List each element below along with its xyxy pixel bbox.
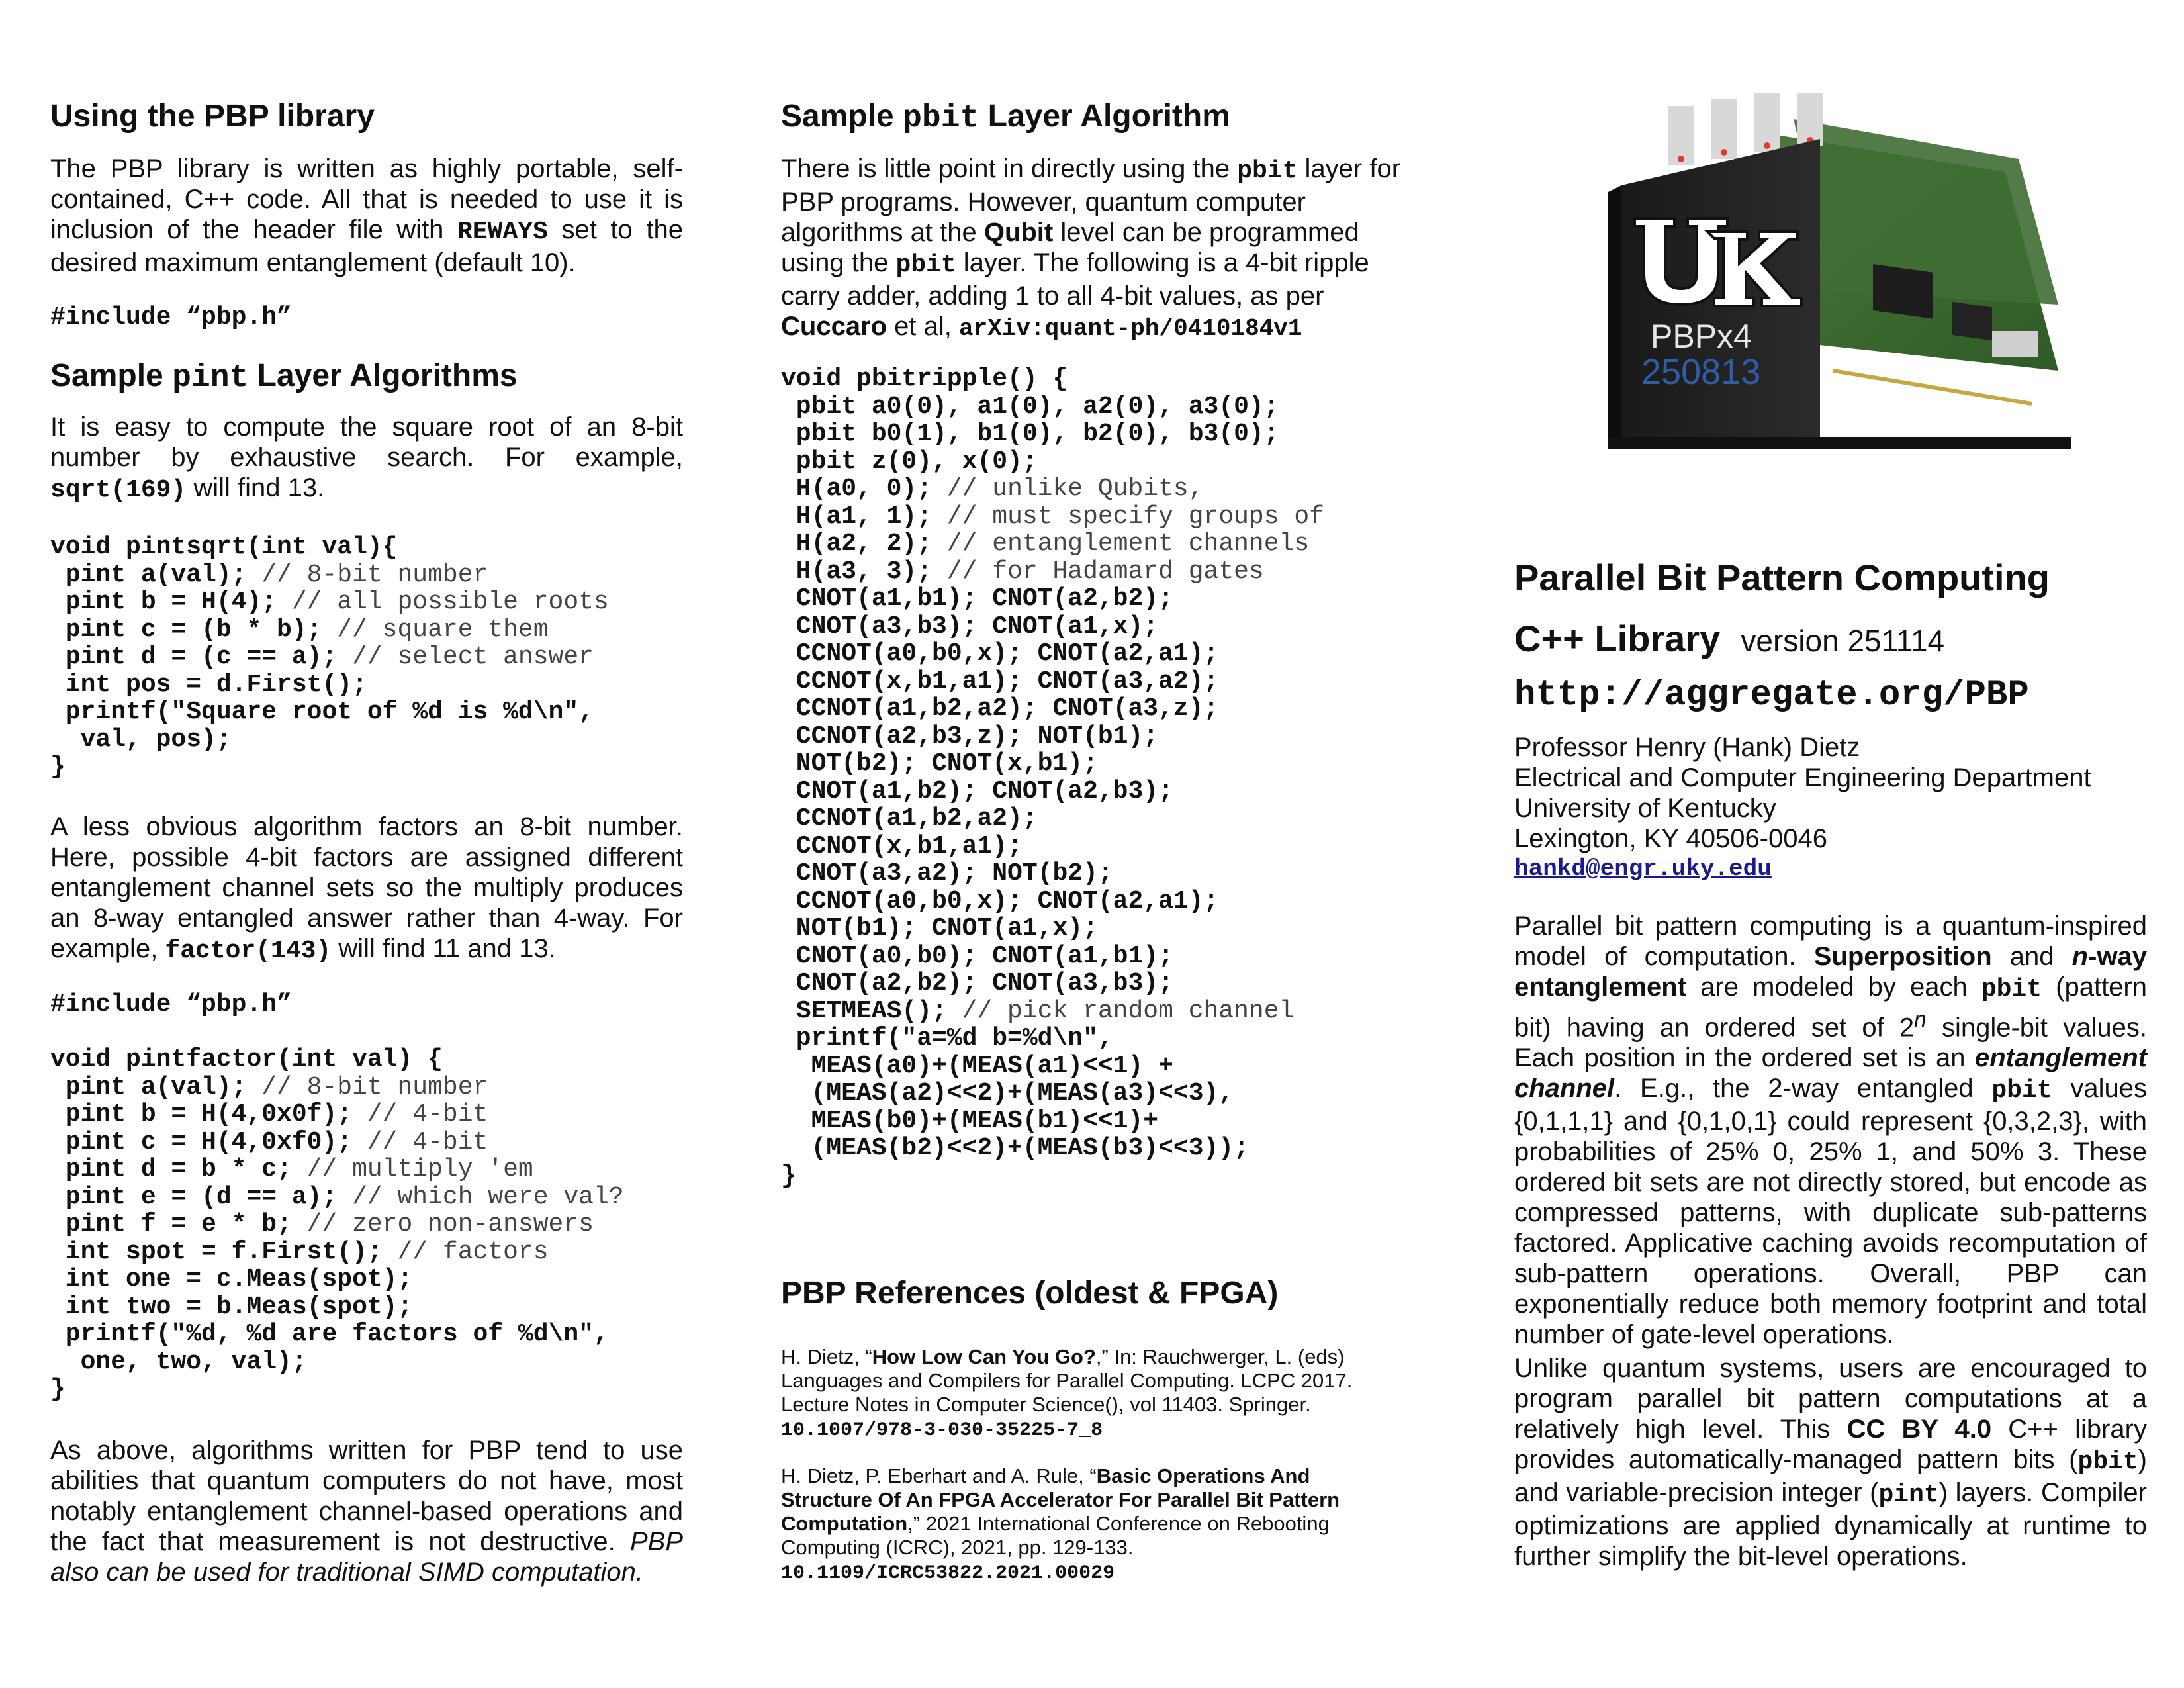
code-text: printf("a=%d b=%d\n", — [781, 1024, 1113, 1053]
code-text: NOT(b1); CNOT(a1,x); — [781, 914, 1098, 943]
code-text: int one = c.Meas(spot); — [50, 1265, 413, 1293]
text: H. Dietz, “ — [781, 1345, 872, 1368]
text: set to the desired maximum entanglement (default 10). — [50, 215, 684, 277]
code-comment: // multiply 'em — [291, 1155, 533, 1184]
inline-code: REWAYS — [457, 218, 548, 246]
code-line — [781, 365, 1324, 393]
code-line — [781, 558, 1324, 586]
code-line — [781, 805, 1324, 833]
title-library — [1514, 617, 1944, 660]
department: Electrical and Computer Engineering Department — [1514, 763, 2091, 792]
code-block-sqrt — [50, 534, 609, 781]
text: Layer Algorithms — [248, 358, 518, 393]
code-line — [50, 1046, 624, 1074]
paragraph-overview — [1514, 911, 2147, 1350]
code-line — [50, 1348, 624, 1376]
code-text: H(a0, 0); — [781, 475, 933, 503]
inline-code: pbit — [895, 251, 956, 279]
include-directive: #include “pbp.h” — [50, 303, 292, 332]
code-text: (MEAS(b2)<<2)+(MEAS(b3)<<3)); — [781, 1134, 1249, 1162]
code-line — [781, 420, 1324, 448]
text: ,” In: Rauchwerger, L. (eds) Languages and Compilers for Parallel Computing. LCPC 2017. Lecture Notes in Computer Science(), vol 11403. Springer. — [781, 1345, 1353, 1416]
email-link[interactable]: hankd@engr.uky.edu — [1514, 855, 1772, 882]
heading-references: PBP References (oldest & FPGA) — [781, 1276, 1279, 1311]
inline-code: pint — [1878, 1481, 1939, 1509]
text: Sample — [50, 358, 173, 393]
text: A less obvious algorithm factors an 8-bit number. Here, possible 4-bit factors are assigned different entanglement channel sets so the multiply produces an 8-way entangled answer rather than 4-way. For example, — [50, 812, 683, 963]
heading-pint-algorithms — [50, 357, 518, 397]
text: will find 13. — [186, 473, 325, 502]
paragraph-factor — [50, 812, 683, 966]
code-line — [50, 698, 609, 726]
bold-text: Superposition — [1813, 942, 1992, 971]
code-comment: // 8-bit number — [246, 560, 488, 589]
code-comment: // entanglement channels — [932, 530, 1310, 558]
code-comment: // unlike Qubits, — [932, 475, 1204, 503]
code-line — [50, 643, 609, 671]
university: University of Kentucky — [1514, 794, 1776, 823]
paragraph-usage — [1514, 1353, 2147, 1571]
code-text: pbit a0(0), a1(0), a2(0), a3(0); — [781, 392, 1279, 421]
code-text: CCNOT(a1,b2,a2); CNOT(a3,z); — [781, 694, 1219, 723]
code-comment: // zero non-answers — [291, 1210, 594, 1239]
code-text: CNOT(a3,b3); CNOT(a1,x); — [781, 612, 1159, 641]
code-text: CNOT(a1,b1); CNOT(a2,b2); — [781, 585, 1173, 613]
code-line — [50, 1101, 624, 1129]
text: Parallel bit pattern computing is a quantum-inspired model of computation. — [1514, 912, 2147, 971]
code-line — [781, 1025, 1324, 1053]
code-comment: // which were val? — [337, 1182, 624, 1211]
code-line — [781, 668, 1324, 696]
code-line — [781, 833, 1324, 861]
code-text: H(a2, 2); — [781, 530, 933, 558]
text: values {0,1,1,1} and {0,1,0,1} could represent {0,3,2,3}, with probabilities of 25% 0, 25% 1, and 50% 3. These ordered bit sets are not directly stored, but encode as compressed patterns, with duplicate sub-patterns factored. Applicative caching avoids recomputation of sub-pattern operations. Overall, PBP can exponentially reduce both memory footprint and total number of gate-level operations. — [1514, 1074, 2147, 1350]
code-line — [781, 723, 1324, 751]
code-text: pint a(val); — [50, 1072, 247, 1102]
code-line — [50, 1321, 624, 1348]
code-text: val, pos); — [50, 725, 232, 754]
inline-code: sqrt(169) — [50, 476, 187, 504]
code-line — [781, 915, 1324, 943]
code-text: pint d = b * c; — [50, 1155, 292, 1184]
text: As above, algorithms written for PBP tend to use abilities that quantum computers do not have, most notably entanglement channel-based operations and the fact that measurement is not destructive. — [50, 1436, 683, 1556]
title-main: Parallel Bit Pattern Computing — [1514, 557, 2050, 598]
text: Unlike quantum systems, users are encouraged to program parallel bit pattern computations at a relatively high level. This — [1514, 1354, 2147, 1444]
code-line — [781, 1080, 1324, 1107]
code-text: pint b = H(4,0x0f); — [50, 1100, 353, 1129]
code-text: pbit b0(1), b1(0), b2(0), b3(0); — [781, 420, 1279, 448]
code-text: } — [781, 1161, 796, 1190]
bold-text: Cuccaro — [781, 312, 887, 341]
code-line — [50, 1376, 624, 1403]
code-text: printf("Square root of %d is %d\n", — [50, 698, 594, 726]
code-text: int pos = d.First(); — [50, 670, 367, 699]
text: et al, — [887, 312, 960, 341]
code-comment: // 4-bit — [352, 1100, 488, 1129]
paragraph-pbit — [781, 154, 1423, 344]
code-line — [781, 778, 1324, 806]
inline-code: pbit — [2077, 1448, 2138, 1476]
italic-text: PBP also can be used for traditional SIMD computation. — [50, 1527, 683, 1587]
text: single-bit values. Each position in the ordered set is an — [1514, 1013, 2147, 1073]
text: C++ Library — [1514, 618, 1721, 659]
code-line — [781, 530, 1324, 558]
code-text: printf("%d, %d are factors of %d\n", — [50, 1320, 609, 1348]
code-line — [781, 640, 1324, 668]
code-text: CNOT(a3,a2); NOT(b2); — [781, 859, 1113, 888]
doi: 10.1109/ICRC53822.2021.00029 — [781, 1562, 1115, 1585]
bold-text: CC BY 4.0 — [1846, 1415, 1992, 1444]
include-directive: #include “pbp.h” — [50, 990, 292, 1019]
text: Layer Algorithm — [979, 99, 1230, 134]
text: The PBP library is written as highly portable, self-contained, C++ code. All that is needed to use it is inclusion of the header file with — [50, 154, 683, 244]
reference-2 — [781, 1464, 1377, 1585]
version-label: version 251114 — [1741, 624, 1945, 658]
text: ) and variable-precision integer ( — [1514, 1445, 2147, 1507]
inline-code: pbit — [1991, 1076, 2052, 1105]
author-block — [1514, 732, 2091, 884]
city-address: Lexington, KY 40506-0046 — [1514, 824, 1827, 853]
code-line — [50, 726, 609, 754]
text: will find 11 and 13. — [331, 934, 556, 963]
device-base — [1608, 437, 2071, 449]
code-text: (MEAS(a2)<<2)+(MEAS(a3)<<3), — [781, 1079, 1234, 1107]
heading-using-library: Using the PBP library — [50, 99, 375, 134]
code-text: CCNOT(x,b1,a1); — [781, 831, 1023, 861]
code-text: SETMEAS(); — [781, 996, 947, 1025]
code-line — [50, 1211, 624, 1239]
text: C++ library provides automatically-managed pattern bits ( — [1514, 1415, 2147, 1474]
bold-text: -way entanglement — [1514, 942, 2148, 1002]
code-line — [50, 1129, 624, 1156]
code-line — [781, 613, 1324, 641]
code-text: pint f = e * b; — [50, 1210, 292, 1239]
code-text: pint c = H(4,0xf0); — [50, 1127, 353, 1156]
code-text: CCNOT(a0,b0,x); CNOT(a2,a1); — [781, 639, 1219, 668]
code-comment: // square them — [322, 615, 549, 644]
code-line — [781, 998, 1324, 1025]
code-line — [781, 1162, 1324, 1190]
code-text: H(a3, 3); — [781, 557, 933, 586]
code-text: CCNOT(a2,b3,z); NOT(b1); — [781, 722, 1159, 751]
code-line — [781, 1053, 1324, 1080]
code-line — [50, 588, 609, 616]
bold-text: Qubit — [983, 218, 1054, 247]
code-text: CNOT(a0,b0); CNOT(a1,b1); — [781, 941, 1173, 970]
code-text: pint d = (c == a); — [50, 643, 338, 671]
code-line — [50, 1184, 624, 1211]
author-name: Professor Henry (Hank) Dietz — [1514, 733, 1860, 762]
code-text: void pbitripple() { — [781, 365, 1068, 393]
code-text: } — [50, 753, 66, 781]
code-line — [50, 1293, 624, 1321]
code-line — [781, 585, 1324, 613]
code-text: CCNOT(a1,b2,a2); — [781, 804, 1038, 833]
code-line — [50, 1156, 624, 1184]
code-line — [781, 943, 1324, 970]
code-line — [781, 888, 1324, 915]
paragraph-sqrt — [50, 412, 683, 506]
code-text: pint e = (d == a); — [50, 1182, 338, 1211]
code-text: MEAS(b0)+(MEAS(b1)<<1)+ — [781, 1106, 1159, 1135]
text: ) layers. Compiler optimizations are applied dynamically at runtime to further simplify the bit-level operations. — [1514, 1478, 2147, 1571]
code-line — [50, 561, 609, 589]
device-serial: 250813 — [1641, 352, 1761, 392]
text: Sample — [781, 99, 903, 134]
code-comment: // pick random channel — [946, 996, 1295, 1025]
code-line — [781, 448, 1324, 476]
text: There is little point in directly using the — [781, 154, 1238, 183]
doi: 10.1007/978-3-030-35225-7_8 — [781, 1419, 1103, 1442]
code-block-factor — [50, 1046, 624, 1403]
code-comment: // for Hadamard gates — [932, 557, 1264, 586]
code-text: CNOT(a2,b2); CNOT(a3,b3); — [781, 969, 1173, 998]
code-text: pbit z(0), x(0); — [781, 447, 1038, 476]
text: It is easy to compute the square root of an 8-bit number by exhaustive search. For example, — [50, 412, 683, 472]
code-line — [50, 1266, 624, 1293]
code-text: CCNOT(x,b1,a1); CNOT(a3,a2); — [781, 667, 1219, 696]
paragraph-above — [50, 1435, 683, 1587]
code-comment: // must specify groups of — [932, 502, 1324, 531]
code-line — [50, 671, 609, 699]
heading-pbit-algorithm — [781, 98, 1230, 137]
code-text: CCNOT(a0,b0,x); CNOT(a2,a1); — [781, 886, 1219, 915]
reference-title: Basic Operations And Structure Of An FPGA Accelerator For Parallel Bit Pattern Computation — [781, 1464, 1340, 1535]
code-comment: // all possible roots — [277, 588, 609, 616]
text: ,” 2021 International Conference on Rebooting Computing (ICRC), 2021, pp. 129-133. — [781, 1512, 1330, 1559]
code-line — [781, 1135, 1324, 1162]
inline-code: pbit — [903, 101, 979, 136]
text: . E.g., the 2-way entangled — [1614, 1074, 1992, 1103]
code-text: H(a1, 1); — [781, 502, 933, 531]
bold-italic-text: entanglement channel — [1514, 1043, 2147, 1103]
code-line — [781, 750, 1324, 778]
code-line — [50, 1074, 624, 1102]
code-text: pint c = (b * b); — [50, 615, 322, 644]
code-text: NOT(b2); CNOT(x,b1); — [781, 749, 1098, 778]
code-line — [781, 475, 1324, 503]
code-comment: // select answer — [337, 643, 594, 671]
code-comment: // 8-bit number — [246, 1072, 488, 1102]
pbp-device-photo — [1595, 93, 2071, 463]
superscript: n — [1914, 1008, 1927, 1032]
text: level can be programmed using the — [781, 218, 1359, 277]
code-text: } — [50, 1375, 66, 1403]
code-line — [50, 534, 609, 561]
paragraph-using-library — [50, 154, 683, 278]
arxiv-id: arXiv:quant-ph/0410184v1 — [959, 315, 1302, 342]
text: layer. The following is a 4-bit ripple carry adder, adding 1 to all 4-bit values, as per — [781, 248, 1369, 310]
code-text: one, two, val); — [50, 1347, 307, 1376]
text: layer for PBP programs. However, quantum computer algorithms at the — [781, 154, 1401, 247]
code-text: MEAS(a0)+(MEAS(a1)<<1) + — [781, 1051, 1173, 1080]
code-text: void pintfactor(int val) { — [50, 1045, 443, 1074]
reference-1 — [781, 1345, 1377, 1442]
code-line — [781, 393, 1324, 421]
code-line — [781, 970, 1324, 998]
code-line — [50, 753, 609, 781]
text: are modeled by each — [1686, 972, 1981, 1002]
code-text: int two = b.Meas(spot); — [50, 1292, 413, 1321]
code-line — [781, 860, 1324, 888]
inline-code: factor(143) — [165, 937, 332, 965]
code-block-ripple — [781, 365, 1324, 1190]
code-text: pint b = H(4); — [50, 588, 277, 616]
text: and — [1991, 942, 2072, 971]
reference-title: How Low Can You Go? — [872, 1345, 1096, 1368]
code-comment: // 4-bit — [352, 1127, 488, 1156]
inline-code: pint — [172, 360, 249, 396]
code-text: pint a(val); — [50, 560, 247, 589]
code-line — [50, 1239, 624, 1266]
text: (pattern bit) having an ordered set of 2 — [1514, 972, 2147, 1043]
inline-code: pbit — [1237, 157, 1298, 185]
code-text: int spot = f.First(); — [50, 1237, 383, 1266]
code-line — [781, 503, 1324, 531]
project-url[interactable]: http://aggregate.org/PBP — [1514, 675, 2029, 716]
code-text: void pintsqrt(int val){ — [50, 533, 398, 561]
inline-code: pbit — [1981, 975, 2042, 1004]
code-line — [781, 1107, 1324, 1135]
code-comment: // factors — [382, 1237, 549, 1266]
code-line — [781, 695, 1324, 723]
bold-italic-text: n — [2071, 942, 2089, 971]
code-line — [50, 616, 609, 644]
device-label: PBPx4 — [1651, 318, 1752, 355]
code-text: CNOT(a1,b2); CNOT(a2,b3); — [781, 776, 1173, 806]
text: H. Dietz, P. Eberhart and A. Rule, “ — [781, 1464, 1097, 1487]
